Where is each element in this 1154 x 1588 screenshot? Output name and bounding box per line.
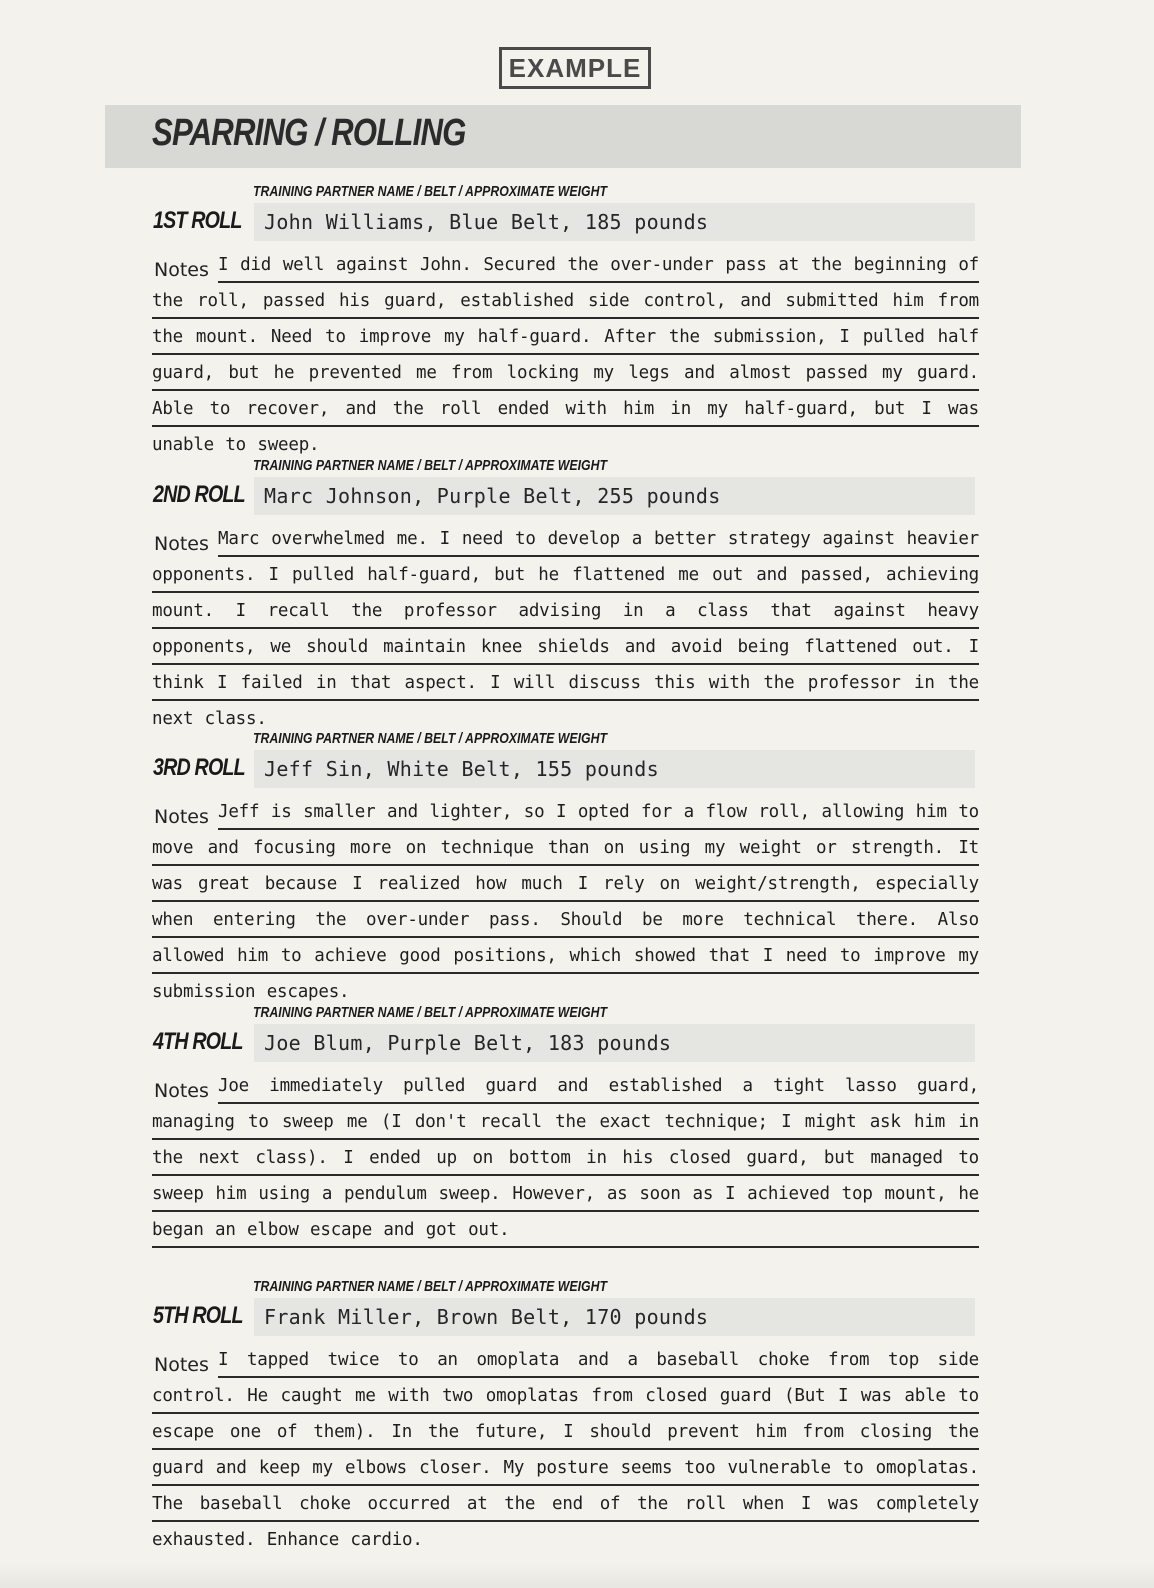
roll-3	[0, 730, 1154, 1000]
roll-5	[0, 1278, 1154, 1548]
partner-field-label: TRAINING PARTNER NAME / BELT / APPROXIMATE WEIGHT	[253, 730, 607, 747]
roll-label: 2ND ROLL	[153, 481, 245, 508]
page-bottom-shadow	[0, 1562, 1154, 1588]
example-stamp: EXAMPLE	[499, 47, 651, 89]
notes-label: Notes	[154, 259, 209, 281]
notes-label: Notes	[154, 806, 209, 828]
roll-label: 3RD ROLL	[153, 754, 245, 781]
roll-label: 5TH ROLL	[153, 1302, 243, 1329]
partner-field-label: TRAINING PARTNER NAME / BELT / APPROXIMATE WEIGHT	[253, 1278, 607, 1295]
partner-input[interactable]: Joe Blum, Purple Belt, 183 pounds	[254, 1024, 975, 1062]
partner-input[interactable]: John Williams, Blue Belt, 185 pounds	[254, 203, 975, 241]
notes-text[interactable]: I did well against John. Secured the over-under pass at the beginning of the roll, passed his guard, established side control, and submitted him from the mount. Need to improve my half-guard. After the submission, I pulled half guard, but he prevented me from locking my legs and almost passed my guard. Able to recover, and the roll ended with him in my half-guard, but I was unable to sweep.	[152, 255, 979, 455]
notes-text[interactable]: Joe immediately pulled guard and established a tight lasso guard, managing to sweep me (I don't recall the exact technique; I might ask him in the next class). I ended up on bottom in his closed guard, but managed to sweep him using a pendulum sweep. However, as soon as I achieved top mount, he began an elbow escape and got out.	[152, 1076, 979, 1240]
roll-2	[0, 457, 1154, 727]
partner-input[interactable]: Marc Johnson, Purple Belt, 255 pounds	[254, 477, 975, 515]
roll-1	[0, 183, 1154, 453]
notes-text[interactable]: I tapped twice to an omoplata and a baseball choke from top side control. He caught me with two omoplatas from closed guard (But I was able to escape one of them). In the future, I should prevent him from closing the guard and keep my elbows closer. My posture seems too vulnerable to omoplatas. The baseball choke occurred at the end of the roll when I was completely exhausted. Enhance cardio.	[152, 1350, 979, 1550]
section-title: SPARRING / ROLLING	[152, 112, 466, 154]
roll-4	[0, 1004, 1154, 1274]
roll-label: 1ST ROLL	[153, 207, 242, 234]
partner-field-label: TRAINING PARTNER NAME / BELT / APPROXIMATE WEIGHT	[253, 457, 607, 474]
partner-field-label: TRAINING PARTNER NAME / BELT / APPROXIMATE WEIGHT	[253, 183, 607, 200]
notes-text[interactable]: Marc overwhelmed me. I need to develop a better strategy against heavier opponents. I pulled half-guard, but he flattened me out and passed, achieving mount. I recall the professor advising in a class that against heavy opponents, we should maintain knee shields and avoid being flattened out. I think I failed in that aspect. I will discuss this with the professor in the next class.	[152, 529, 979, 729]
notes-text[interactable]: Jeff is smaller and lighter, so I opted for a flow roll, allowing him to move and focusing more on technique than on using my weight or strength. It was great because I realized how much I rely on weight/strength, especially when entering the over-under pass. Should be more technical there. Also allowed him to achieve good positions, which showed that I need to improve my submission escapes.	[152, 802, 979, 1002]
notes-label: Notes	[154, 533, 209, 555]
partner-input[interactable]: Frank Miller, Brown Belt, 170 pounds	[254, 1298, 975, 1336]
partner-field-label: TRAINING PARTNER NAME / BELT / APPROXIMATE WEIGHT	[253, 1004, 607, 1021]
notes-label: Notes	[154, 1080, 209, 1102]
notes-label: Notes	[154, 1354, 209, 1376]
partner-input[interactable]: Jeff Sin, White Belt, 155 pounds	[254, 750, 975, 788]
roll-label: 4TH ROLL	[153, 1028, 243, 1055]
